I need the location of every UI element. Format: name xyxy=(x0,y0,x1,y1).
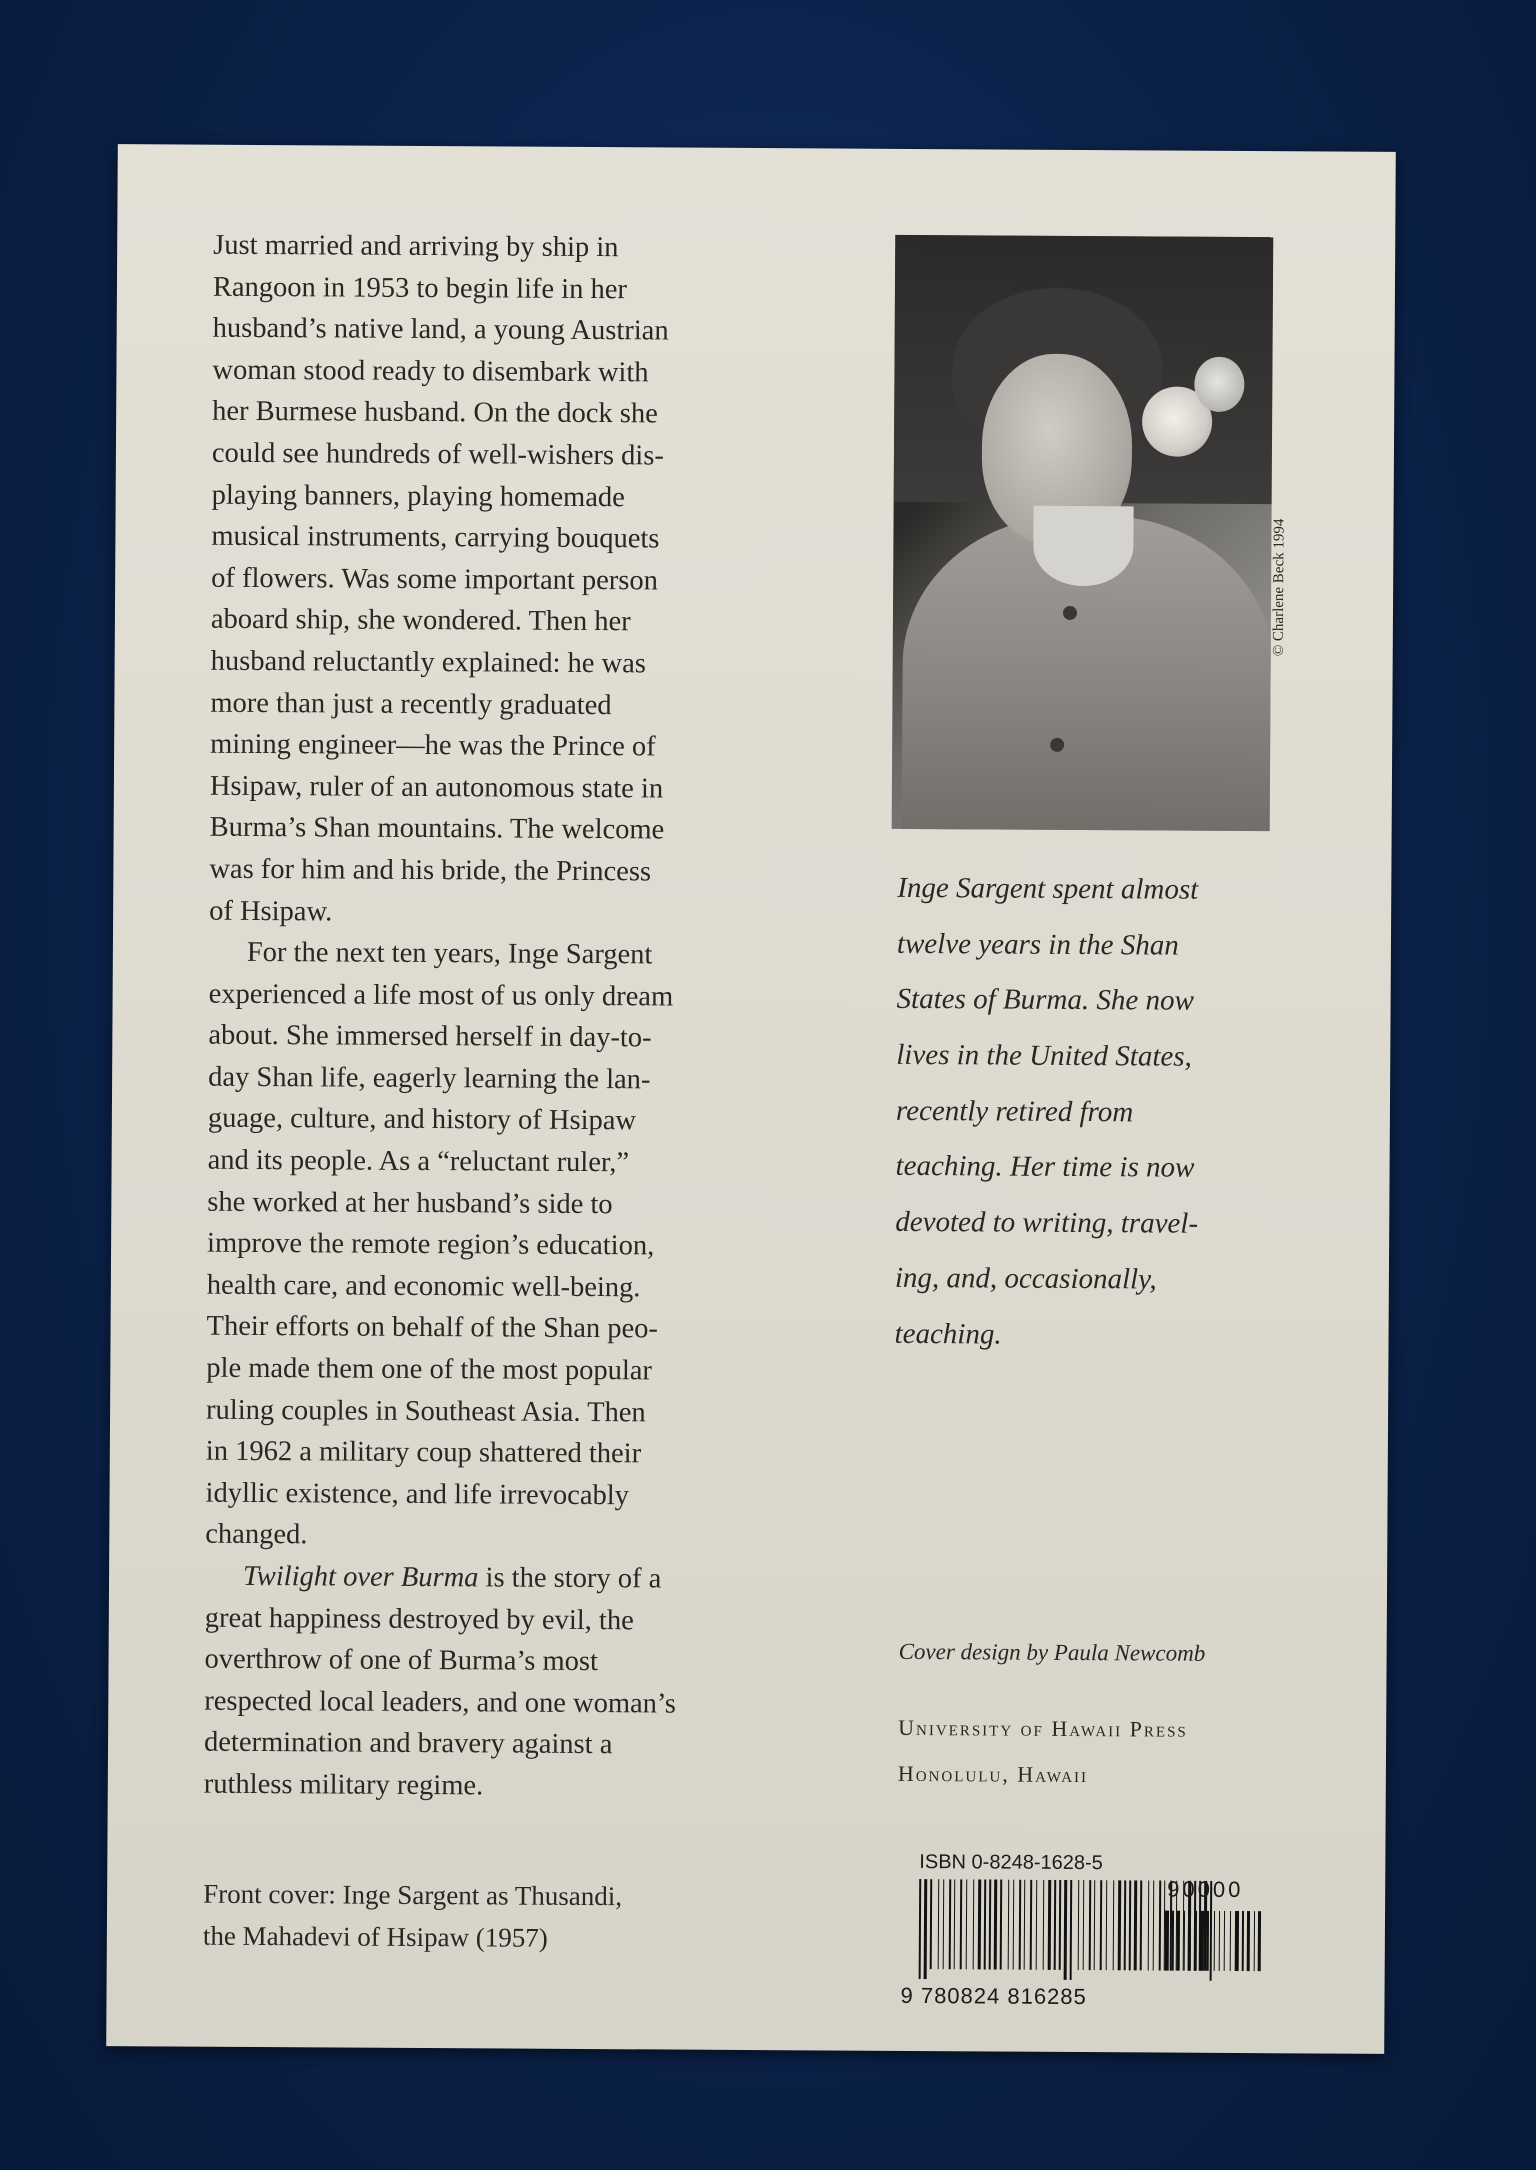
blurb-line: husband’s native land, a young Austrian xyxy=(212,312,669,347)
blurb-line: musical instruments, carrying bouquets xyxy=(211,520,660,555)
barcode-bar xyxy=(1078,1880,1080,1970)
blurb-line: Burma’s Shan mountains. The welcome xyxy=(209,812,665,846)
blurb-line: great happiness destroyed by evil, the xyxy=(204,1602,634,1636)
blurb-line: Rangoon in 1953 to begin life in her xyxy=(212,271,628,305)
author-bio xyxy=(894,861,1337,1365)
blurb-line: was for him and his bride, the Princess xyxy=(209,853,652,888)
barcode-bar xyxy=(1019,1880,1022,1970)
blurb-line: about. She immersed herself in day-to- xyxy=(208,1019,652,1054)
blurb-line: woman stood ready to disembark with xyxy=(212,354,649,389)
blurb-line: aboard ship, she wondered. Then her xyxy=(210,604,631,638)
barcode-bar xyxy=(1172,1911,1174,1971)
blurb-line: of flowers. Was some important person xyxy=(211,562,659,597)
blurb-line: could see hundreds of well-wishers dis- xyxy=(211,437,664,472)
barcode-bar xyxy=(960,1879,963,1969)
blurb-line: in 1962 a military coup shattered their xyxy=(205,1435,642,1470)
blurb-line: ple made them one of the most popular xyxy=(206,1352,653,1387)
photo-flower xyxy=(1194,357,1244,412)
barcode-bar xyxy=(1124,1880,1127,1970)
blurb-line xyxy=(205,1556,845,1602)
book-back-cover xyxy=(106,144,1396,2054)
blurb-line: Hsipaw, ruler of an autonomous state in xyxy=(209,770,664,805)
barcode-bar xyxy=(1235,1911,1239,1971)
bio-line: teaching. xyxy=(894,1317,1002,1351)
barcode-bar xyxy=(1000,1880,1003,1970)
barcode-bar xyxy=(1024,1880,1026,1970)
barcode-bar xyxy=(1100,1880,1103,1970)
blurb-line: Their efforts on behalf of the Shan peo- xyxy=(206,1311,659,1345)
addon-barcode xyxy=(1163,1911,1267,1982)
blurb-line: mining engineer—he was the Prince of xyxy=(210,728,656,763)
barcode-bar xyxy=(1094,1880,1096,1970)
barcode-bar xyxy=(1188,1911,1191,1971)
bio-line: Inge Sargent spent almost xyxy=(897,871,1199,906)
barcode-bar xyxy=(1013,1880,1015,1970)
front-cover-credit-line: the Mahadevi of Hsipaw (1957) xyxy=(202,1920,548,1953)
blurb-line: health care, and economic well-being. xyxy=(206,1269,641,1304)
barcode-bar xyxy=(1113,1880,1115,1970)
barcode-bar xyxy=(1048,1880,1052,1970)
blurb-paragraph-3 xyxy=(204,1556,846,1809)
blurb-paragraph-1 xyxy=(209,225,853,936)
blurb-line: improve the remote region’s education, xyxy=(207,1227,655,1262)
front-cover-credit xyxy=(203,1873,622,1960)
barcode-bar xyxy=(1195,1911,1197,1971)
blurb-line: Just married and arriving by ship in xyxy=(213,229,619,264)
barcode-bar xyxy=(919,1879,922,1979)
blurb-line: playing banners, playing homemade xyxy=(211,479,625,513)
blurb-line: more than just a recently graduated xyxy=(210,687,612,721)
barcode-bar xyxy=(1177,1911,1180,1971)
blurb-line: and its people. As a “reluctant ruler,” xyxy=(207,1144,630,1179)
barcode-bar xyxy=(938,1879,940,1969)
bio-line: ing, and, occasionally, xyxy=(894,1261,1157,1296)
barcode-bar xyxy=(1184,1911,1185,1971)
book-title: Twilight over Burma xyxy=(242,1560,479,1594)
barcode-bar xyxy=(1134,1880,1138,1970)
bio-line: twelve years in the Shan xyxy=(896,927,1179,962)
barcode-bar xyxy=(1159,1881,1162,1971)
barcode-bar xyxy=(1165,1911,1169,1971)
barcode-bar xyxy=(1219,1911,1220,1971)
blurb-paragraph-2 xyxy=(205,932,849,1560)
front-cover-credit-line: Front cover: Inge Sargent as Thusandi, xyxy=(203,1878,623,1912)
barcode-bar xyxy=(978,1879,982,1969)
barcode-bar xyxy=(1153,1880,1155,1970)
barcode-bar xyxy=(1224,1911,1225,1971)
blurb-text xyxy=(204,225,854,1809)
blurb-line: husband reluctantly explained: he was xyxy=(210,645,647,680)
barcode-bar xyxy=(1254,1911,1255,1971)
barcode-bar xyxy=(1129,1880,1132,1970)
barcode-bar xyxy=(949,1879,952,1969)
publisher-name: University of Hawaii Press xyxy=(898,1714,1188,1742)
barcode-bar xyxy=(1036,1880,1038,1970)
barcode-bar xyxy=(1070,1880,1073,1980)
barcode-bar xyxy=(1054,1880,1057,1970)
isbn-label: ISBN 0-8248-1628-5 xyxy=(919,1851,1103,1875)
barcode-bar xyxy=(989,1879,992,1969)
blurb-line: experienced a life most of us only dream xyxy=(208,978,674,1013)
barcode-bar xyxy=(1083,1880,1085,1970)
blurb-line: she worked at her husband’s side to xyxy=(207,1186,613,1220)
barcode-bar xyxy=(1008,1880,1010,1970)
cover-design-credit: Cover design by Paula Newcomb xyxy=(898,1638,1206,1666)
blurb-line: ruling couples in Southeast Asia. Then xyxy=(205,1394,646,1428)
barcode-bar xyxy=(1064,1880,1068,1980)
photo-button xyxy=(1050,738,1064,752)
barcode-bar xyxy=(924,1879,928,1979)
barcode-bar xyxy=(984,1879,987,1969)
publisher-location: Honolulu, Hawaii xyxy=(897,1760,1089,1788)
barcode-bar xyxy=(954,1879,956,1969)
bio-line: teaching. Her time is now xyxy=(895,1150,1195,1185)
barcode-bar xyxy=(943,1879,945,1969)
barcode-bar xyxy=(1059,1880,1062,1970)
bio-line: States of Burma. She now xyxy=(896,983,1194,1018)
barcode-bar xyxy=(1207,1911,1209,1971)
barcode-bar xyxy=(1258,1911,1261,1971)
barcode-bar xyxy=(973,1879,975,1969)
barcode-bar xyxy=(1148,1880,1150,1970)
barcode-bar xyxy=(994,1880,998,1970)
blurb-line: ruthless military regime. xyxy=(203,1768,484,1802)
blurb-line-rest: is the story of a xyxy=(478,1562,662,1595)
author-photo xyxy=(892,235,1274,831)
blurb-line: For the next ten years, Inge Sargent xyxy=(246,937,653,971)
barcode-bar xyxy=(1247,1911,1250,1971)
barcode-bar xyxy=(1140,1880,1143,1970)
bio-line: devoted to writing, travel- xyxy=(895,1206,1199,1240)
blurb-line: respected local leaders, and one woman’s xyxy=(204,1685,677,1720)
photo-button xyxy=(1063,606,1077,620)
blurb-line: of Hsipaw. xyxy=(209,895,333,927)
addon-digits: 90000 xyxy=(1167,1876,1244,1903)
barcode-digits: 9 780824 816285 xyxy=(900,1982,1087,2010)
blurb-line: idyllic existence, and life irrevocably xyxy=(205,1477,630,1512)
barcode-bar xyxy=(1118,1880,1122,1970)
barcode-bar xyxy=(1043,1880,1045,1970)
barcode-bar xyxy=(1030,1880,1033,1970)
barcode-bar xyxy=(930,1879,933,1969)
blurb-line: changed. xyxy=(205,1519,308,1551)
blurb-line: day Shan life, eagerly learning the lan- xyxy=(208,1061,651,1096)
barcode-bar xyxy=(1089,1880,1092,1970)
barcode-bar xyxy=(966,1879,968,1969)
bio-line: lives in the United States, xyxy=(896,1038,1192,1073)
barcode-bar xyxy=(1106,1880,1108,1970)
blurb-line: her Burmese husband. On the dock she xyxy=(212,396,658,430)
photo-credit: © Charlene Beck 1994 xyxy=(1270,518,1288,657)
photo-collar xyxy=(1033,506,1133,587)
barcode-bar xyxy=(1200,1911,1204,1971)
barcode-bar xyxy=(1242,1911,1244,1971)
bio-line: recently retired from xyxy=(895,1094,1134,1129)
publisher-imprint xyxy=(898,1705,1188,1799)
blurb-line: guage, culture, and history of Hsipaw xyxy=(207,1103,637,1137)
barcode-bar xyxy=(1214,1911,1215,1971)
barcode-bar xyxy=(1230,1911,1231,1971)
blurb-line: determination and bravery against a xyxy=(203,1727,613,1761)
blurb-line: overthrow of one of Burma’s most xyxy=(204,1643,599,1678)
